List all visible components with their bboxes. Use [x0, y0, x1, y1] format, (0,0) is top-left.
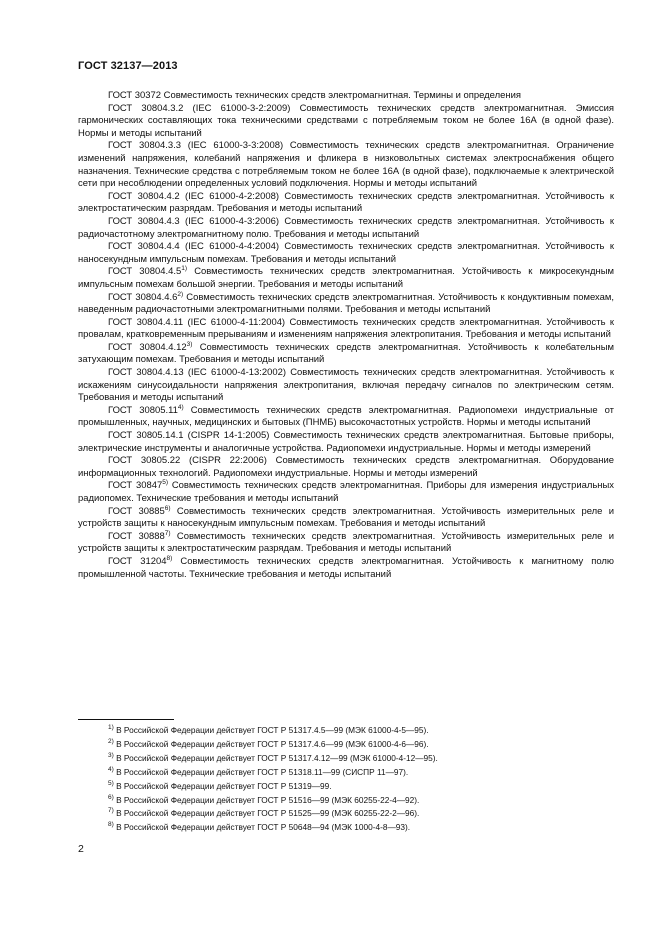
reference-text: Совместимость технических средств электромагнитная. Устойчивость к колебательным затухающим помехам. Требования и методы испытаний [78, 341, 614, 366]
reference-entry [78, 216, 614, 241]
reference-text: Совместимость технических средств электромагнитная. Устойчивость измерительных реле и устройств защиты к электростатическим разрядам. Требования и методы испытаний [78, 530, 614, 555]
footnote-item [78, 821, 614, 835]
footnote-text: В Российской Федерации действует ГОСТ Р 51516—99 (МЭК 60255-22-4—92). [113, 794, 420, 805]
reference-entry [78, 191, 614, 216]
footnote-divider [78, 719, 174, 720]
footnote-item [78, 724, 614, 738]
reference-text: Совместимость технических средств электромагнитная. Устойчивость к провалам, кратковременным прерываниям и изменениям напряжения электропитания. Требования и методы испытаний [78, 316, 614, 341]
reference-text: Совместимость технических средств электромагнитная. Бытовые приборы, электрические инструменты и аналогичные устройства. Радиопомехи индустриальные. Нормы и методы измерений [78, 430, 614, 454]
reference-code: ГОСТ 30804.4.3 (IEC 61000-4-3:2006) [108, 215, 280, 227]
reference-entry [78, 103, 614, 141]
footnote-text: В Российской Федерации действует ГОСТ Р 51319—99. [113, 780, 332, 791]
reference-code: ГОСТ 30804.4.2 (IEC 61000-4-2:2008) [108, 190, 280, 202]
reference-entry [78, 90, 614, 103]
reference-code: ГОСТ 30885 [108, 505, 165, 517]
reference-text: Совместимость технических средств электромагнитная. Устойчивость к электростатическим разрядам. Требования и методы испытаний [78, 190, 614, 215]
footnote-mark: 5) [108, 779, 114, 787]
footnote-text: В Российской Федерации действует ГОСТ Р 51318.11—99 (СИСПР 11—97). [113, 766, 409, 777]
footnote-mark: 1) [108, 724, 114, 731]
reference-code: ГОСТ 30804.4.4 (IEC 61000-4-4:2004) [108, 241, 280, 253]
reference-text: Совместимость технических средств электромагнитная. Устойчивость к наносекундным импульсным помехам. Требования и методы испытаний [78, 241, 614, 265]
reference-code: ГОСТ 30372 [108, 90, 162, 101]
reference-entry [78, 317, 614, 342]
footnote-ref: 7) [164, 529, 171, 537]
footnote-mark: 2) [108, 737, 114, 745]
reference-entry [78, 480, 614, 505]
reference-entry [78, 455, 614, 480]
footnote-mark: 3) [108, 751, 114, 759]
reference-entry [78, 140, 614, 190]
footnote-item [78, 780, 614, 794]
reference-code: ГОСТ 30804.3.2 (IEC 61000-3-2:2009) [108, 102, 291, 114]
page-header: ГОСТ 32137—2013 [78, 60, 178, 72]
footnote-mark: 4) [108, 765, 114, 773]
reference-text: Совместимость технических средств электромагнитная. Устойчивость к кондуктивным помехам, наведенным радиочастотными электромагнитными полями. Требования и методы испытаний [78, 291, 614, 316]
footnote-ref: 8) [166, 554, 173, 562]
footnote-item [78, 752, 614, 766]
reference-code: ГОСТ 30804.3.3 (IEC 61000-3-3:2008) [108, 140, 284, 152]
reference-entry [78, 405, 614, 430]
reference-code: ГОСТ 30804.4.6 [108, 291, 178, 303]
reference-text: Совместимость технических средств электромагнитная. Ограничение изменений напряжения, колебаний напряжения и фликера в низковольтных системах электроснабжения общего назначения. Технические средства с потребляемым током не более 16А (в одной фазе), подключаемые к электрической сети при несоблюдении определенных условий подключения. Нормы и методы испытаний [78, 140, 614, 190]
reference-entry [78, 531, 614, 556]
reference-entry [78, 266, 614, 291]
footnote-mark: 8) [108, 821, 114, 829]
footnote-item [78, 766, 614, 780]
reference-entry [78, 241, 614, 266]
footnote-ref: 5) [162, 479, 169, 487]
reference-entry [78, 556, 614, 581]
footnote-ref: 3) [186, 340, 193, 348]
footnote-text: В Российской Федерации действует ГОСТ Р 51317.4.5—99 (МЭК 61000-4-5—95). [113, 725, 429, 735]
reference-text: Совместимость технических средств электромагнитная. Устойчивость к искажениям синусоидальности напряжения электропитания, включая передачу сигналов по электрическим сетям. Требования и методы испытаний [78, 367, 614, 404]
reference-entry [78, 430, 614, 455]
footnote-mark: 6) [108, 793, 114, 801]
reference-text: Совместимость технических средств электромагнитная. Термины и определения [161, 90, 521, 101]
reference-text: Совместимость технических средств электромагнитная. Устойчивость измерительных реле и устройств защиты к наносекундным импульсным помехам. Требования и методы испытаний [78, 505, 614, 530]
reference-text: Совместимость технических средств электромагнитная. Устойчивость к магнитному полю промышленной частоты. Технические требования и методы испытаний [78, 555, 614, 580]
reference-entry [78, 292, 614, 317]
reference-entry [78, 506, 614, 531]
reference-text: Совместимость технических средств электромагнитная. Эмиссия гармонических составляющих тока техническими средствами с потребляемым током не более 16А (в одной фазе). Нормы и методы испытаний [78, 102, 614, 139]
reference-text: Совместимость технических средств электромагнитная. Устойчивость к радиочастотному электромагнитному полю. Требования и методы испытаний [78, 215, 614, 240]
reference-text: Совместимость технических средств электромагнитная. Радиопомехи индустриальные от промышленных, научных, медицинских и бытовых (ПНМБ) высокочастотных устройств. Нормы и методы испытаний [78, 404, 614, 429]
reference-code: ГОСТ 30805.14.1 (CISPR 14-1:2005) [108, 430, 270, 442]
footnote-list [78, 724, 614, 835]
footnote-ref: 2) [177, 290, 184, 298]
reference-text: Совместимость технических средств электромагнитная. Оборудование информационных технологий. Радиопомехи индустриальные. Нормы и методы измерений [78, 455, 614, 479]
footnote-item [78, 738, 614, 752]
reference-code: ГОСТ 31204 [108, 555, 167, 567]
page-number: 2 [78, 843, 84, 855]
reference-code: ГОСТ 30805.11 [108, 404, 178, 416]
reference-entry [78, 367, 614, 405]
reference-code: ГОСТ 30804.4.12 [108, 341, 187, 353]
reference-text: Совместимость технических средств электромагнитная. Устойчивость к микросекундным импульсным помехам большой энергии. Требования и методы испытаний [78, 266, 614, 290]
footnote-item [78, 794, 614, 808]
footnote-text: В Российской Федерации действует ГОСТ Р 50648—94 (МЭК 1000-4-8—93). [113, 822, 411, 833]
reference-code: ГОСТ 30805.22 (CISPR 22:2006) [108, 455, 267, 467]
reference-code: ГОСТ 30847 [108, 480, 163, 492]
footnote-text: В Российской Федерации действует ГОСТ Р 51317.4.12—99 (МЭК 61000-4-12—95). [113, 752, 438, 763]
reference-code: ГОСТ 30804.4.5 [108, 266, 182, 278]
footnote-text: В Российской Федерации действует ГОСТ Р 51525—99 (МЭК 60255-22-2—96). [113, 808, 420, 819]
reference-code: ГОСТ 30804.4.11 (IEC 61000-4-11:2004) [108, 316, 286, 328]
reference-code: ГОСТ 30888 [108, 530, 165, 542]
footnote-ref: 4) [177, 403, 184, 411]
reference-text: Совместимость технических средств электромагнитная. Приборы для измерения индустриальных радиопомех. Технические требования и методы испытаний [78, 480, 614, 504]
footnote-item [78, 807, 614, 821]
reference-entry [78, 342, 614, 367]
references-list [78, 90, 614, 581]
reference-code: ГОСТ 30804.4.13 (IEC 61000-4-13:2002) [108, 367, 287, 379]
footnote-text: В Российской Федерации действует ГОСТ Р 51317.4.6—99 (МЭК 61000-4-6—96). [113, 738, 429, 749]
footnote-mark: 7) [108, 807, 114, 815]
footnote-ref: 6) [164, 504, 171, 512]
footnotes [78, 719, 614, 835]
footnote-ref: 1) [181, 265, 188, 273]
